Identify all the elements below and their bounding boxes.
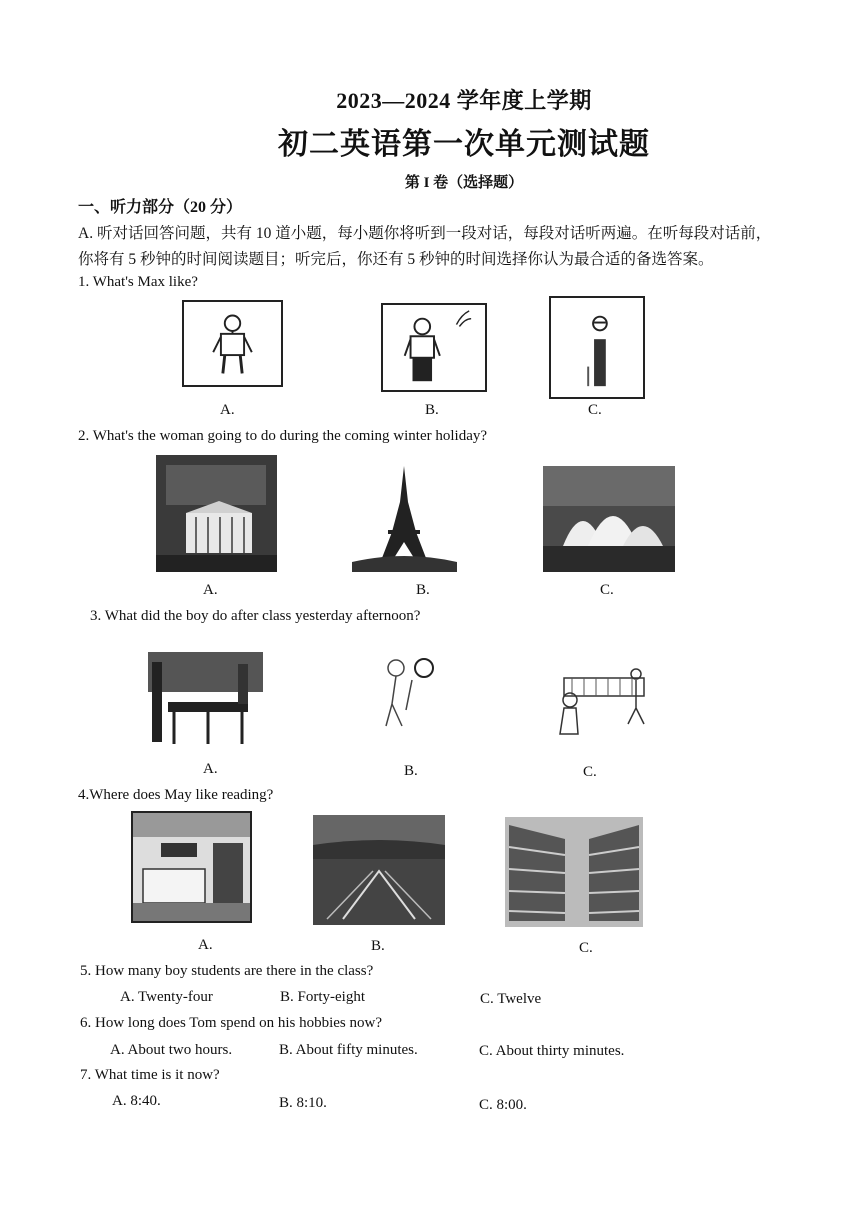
q2-label-c: C. [600, 582, 614, 598]
q3-label-a: A. [203, 761, 218, 777]
q5-option-c: C. Twelve [480, 991, 542, 1007]
instruction-line-1: A. 听对话回答问题，共有 10 道小题，每小题你将听到一段对话，每段对话听两遍。在听每段对话前， [78, 225, 772, 242]
exam-title: 初二英语第一次单元测试题 [278, 128, 650, 161]
q2-option-b-eiffel-tower-image [352, 462, 457, 572]
q2-option-a-white-house-image [156, 455, 277, 572]
q4-label-b: B. [371, 938, 385, 954]
q7-option-b: B. 8:10. [279, 1095, 327, 1111]
q3-option-a-ping-pong-image [148, 652, 263, 748]
q2-option-c-opera-house-image [543, 466, 675, 572]
instruction-line-2: 你将有 5 秒钟的时间阅读题目；听完后，你还有 5 秒钟的时间选择你认为最合适的备选答案。 [78, 251, 714, 268]
q1-label-b: B. [425, 402, 439, 418]
q1-option-a-image [182, 300, 283, 387]
q5-option-b: B. Forty-eight [280, 989, 365, 1005]
exam-part-label: 第 I 卷（选择题） [404, 175, 524, 191]
question-1: 1. What's Max like? [78, 274, 198, 290]
q1-option-c-image [549, 296, 645, 399]
section-heading: 一、听力部分（20 分） [78, 199, 243, 216]
q7-option-c: C. 8:00. [479, 1097, 527, 1113]
q3-option-c-volleyball-image [550, 658, 655, 748]
q3-label-b: B. [404, 763, 418, 779]
question-7: 7. What time is it now? [80, 1067, 220, 1083]
q1-option-b-image [381, 303, 487, 392]
q3-label-c: C. [583, 764, 597, 780]
q2-label-b: B. [416, 582, 430, 598]
q4-label-a: A. [198, 937, 213, 953]
q3-option-b-soccer-image [376, 654, 440, 730]
q4-option-b-field-image [313, 815, 445, 925]
q1-label-c: C. [588, 402, 602, 418]
question-3: 3. What did the boy do after class yesterday afternoon? [90, 608, 421, 624]
q6-option-a: A. About two hours. [110, 1042, 233, 1058]
q6-option-b: B. About fifty minutes. [279, 1042, 418, 1058]
q4-label-c: C. [579, 940, 593, 956]
q5-option-a: A. Twenty-four [120, 989, 213, 1005]
exam-year-line: 2023—2024 学年度上学期 [336, 88, 592, 113]
q4-option-c-library-image [505, 817, 643, 927]
question-2: 2. What's the woman going to do during the coming winter holiday? [78, 428, 488, 444]
question-4: 4.Where does May like reading? [78, 787, 274, 803]
q6-option-c: C. About thirty minutes. [479, 1043, 625, 1059]
q1-label-a: A. [220, 402, 235, 418]
q4-option-a-bedroom-image [131, 811, 252, 923]
question-6: 6. How long does Tom spend on his hobbies now? [80, 1015, 382, 1031]
q2-label-a: A. [203, 582, 218, 598]
question-5: 5. How many boy students are there in the class? [80, 963, 374, 979]
q7-option-a: A. 8:40. [112, 1093, 161, 1109]
